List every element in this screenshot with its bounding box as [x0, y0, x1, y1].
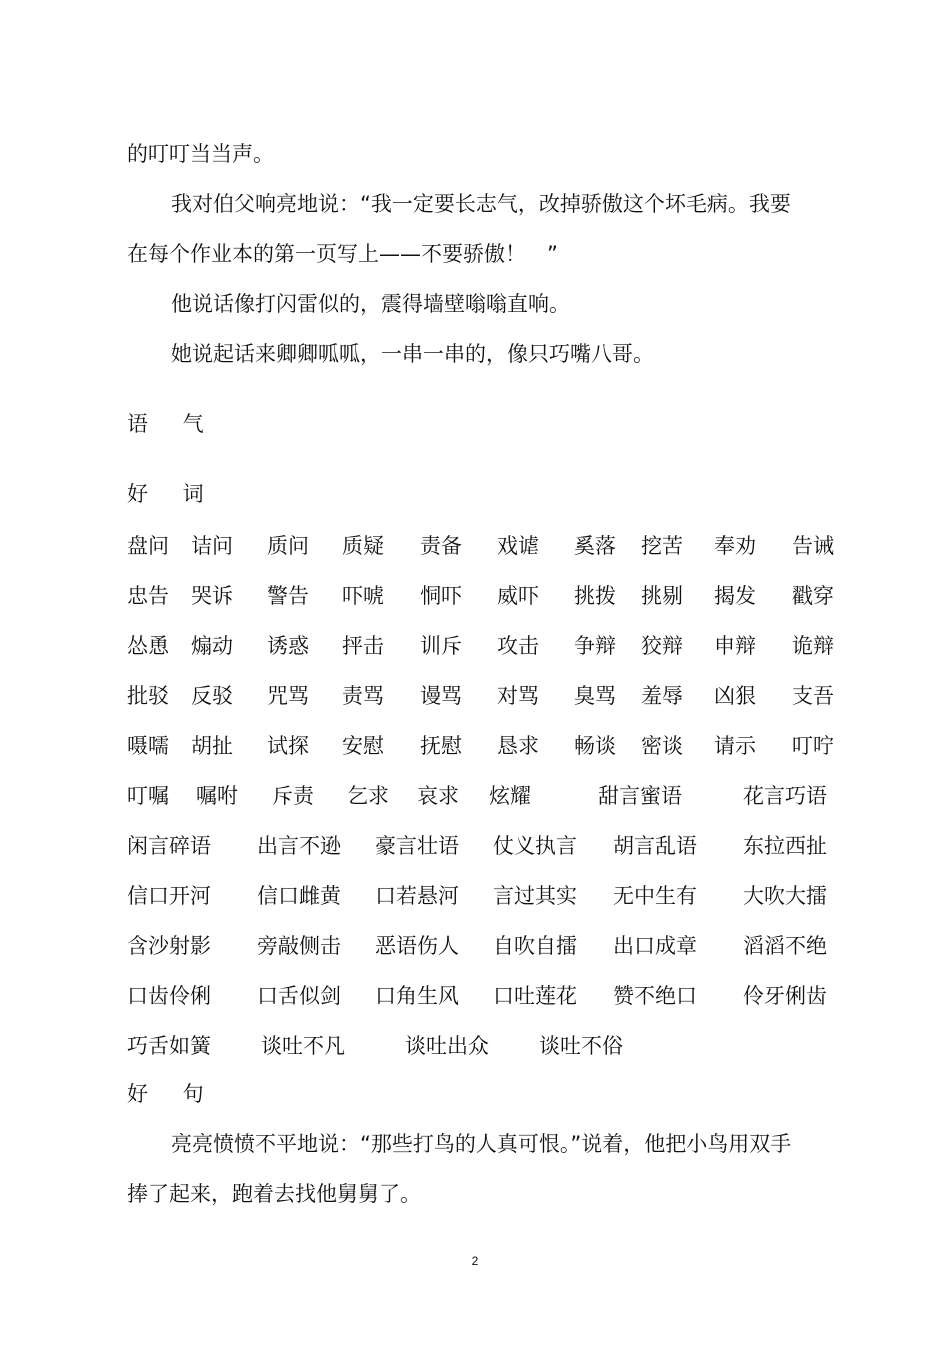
word-row	[127, 982, 837, 1010]
vocab-word: 东拉西扯	[743, 834, 827, 858]
vocab-word: 挑剔	[641, 584, 683, 608]
section-heading-tone: 语 气	[127, 412, 218, 436]
vocab-word: 请示	[714, 734, 756, 758]
paragraph-line: 她说起话来卿卿呱呱，一串一串的，像只巧嘴八哥。	[171, 342, 654, 366]
vocab-word: 对骂	[497, 684, 539, 708]
vocab-word: 警告	[267, 584, 309, 608]
vocab-word: 诘问	[191, 534, 233, 558]
vocab-word: 羞辱	[641, 684, 683, 708]
vocab-word: 出言不逊	[257, 834, 341, 858]
vocab-word: 臭骂	[574, 684, 616, 708]
word-row	[127, 882, 837, 910]
vocab-word: 口舌似剑	[257, 984, 341, 1008]
section-heading-good-sentences: 好 句	[127, 1082, 218, 1106]
vocab-word: 自吹自擂	[493, 934, 577, 958]
vocab-word: 旁敲侧击	[257, 934, 341, 958]
paragraph-line: 我对伯父响亮地说：“我一定要长志气，改掉骄傲这个坏毛病。我要	[171, 192, 791, 216]
vocab-word: 谩骂	[420, 684, 462, 708]
vocab-word: 胡言乱语	[613, 834, 697, 858]
word-row	[127, 782, 837, 810]
vocab-word: 恳求	[497, 734, 539, 758]
vocab-word: 滔滔不绝	[743, 934, 827, 958]
vocab-word: 胡扯	[191, 734, 233, 758]
vocab-word: 威吓	[497, 584, 539, 608]
vocab-word: 含沙射影	[127, 934, 211, 958]
vocab-word: 争辩	[574, 634, 616, 658]
vocab-word: 谈吐不凡	[261, 1034, 345, 1058]
word-row	[127, 532, 837, 560]
vocab-word: 叮咛	[792, 734, 834, 758]
vocab-word: 批驳	[127, 684, 169, 708]
vocab-word: 信口开河	[127, 884, 211, 908]
vocab-word: 赞不绝口	[613, 984, 697, 1008]
vocab-word: 哭诉	[191, 584, 233, 608]
vocab-word: 嘱咐	[196, 784, 238, 808]
section-heading-good-words: 好 词	[127, 482, 218, 506]
vocab-word: 伶牙俐齿	[743, 984, 827, 1008]
vocab-word: 责骂	[342, 684, 384, 708]
word-row	[127, 582, 837, 610]
vocab-word: 戳穿	[792, 584, 834, 608]
vocab-word: 无中生有	[613, 884, 697, 908]
vocab-word: 忠告	[127, 584, 169, 608]
page-number: 2	[471, 1254, 479, 1268]
vocab-word: 训斥	[420, 634, 462, 658]
vocab-word: 挖苦	[641, 534, 683, 558]
vocab-word: 咒骂	[267, 684, 309, 708]
vocab-word: 盘问	[127, 534, 169, 558]
vocab-word: 恫吓	[420, 584, 462, 608]
vocab-word: 煽动	[191, 634, 233, 658]
vocab-word: 狡辩	[641, 634, 683, 658]
vocab-word: 奚落	[574, 534, 616, 558]
vocab-word: 巧舌如簧	[127, 1034, 211, 1058]
vocab-word: 怂恿	[127, 634, 169, 658]
vocab-word: 责备	[420, 534, 462, 558]
vocab-word: 揭发	[714, 584, 756, 608]
vocab-word: 口若悬河	[375, 884, 459, 908]
vocab-word: 畅谈	[574, 734, 616, 758]
vocab-word: 豪言壮语	[375, 834, 459, 858]
vocab-word: 口齿伶俐	[127, 984, 211, 1008]
vocab-word: 口吐莲花	[493, 984, 577, 1008]
word-row	[127, 732, 837, 760]
vocab-word: 奉劝	[714, 534, 756, 558]
vocab-word: 仗义执言	[493, 834, 577, 858]
word-row	[127, 932, 837, 960]
vocab-word: 谈吐不俗	[539, 1034, 623, 1058]
vocab-word: 信口雌黄	[257, 884, 341, 908]
word-row	[127, 682, 837, 710]
vocab-word: 斥责	[272, 784, 314, 808]
vocab-word: 大吹大擂	[743, 884, 827, 908]
vocab-word: 诱惑	[267, 634, 309, 658]
vocab-word: 抚慰	[420, 734, 462, 758]
vocab-word: 诡辩	[792, 634, 834, 658]
vocab-word: 花言巧语	[743, 784, 827, 808]
vocab-word: 支吾	[792, 684, 834, 708]
vocab-word: 恶语伤人	[375, 934, 459, 958]
paragraph-line: 他说话像打闪雷似的，震得墙壁嗡嗡直响。	[171, 292, 570, 316]
vocab-word: 凶狠	[714, 684, 756, 708]
vocab-word: 出口成章	[613, 934, 697, 958]
vocab-word: 质疑	[342, 534, 384, 558]
vocab-word: 戏谑	[497, 534, 539, 558]
word-row	[127, 832, 837, 860]
vocab-word: 试探	[267, 734, 309, 758]
vocab-word: 口角生风	[375, 984, 459, 1008]
example-sentence-line: 捧了起来，跑着去找他舅舅了。	[127, 1182, 421, 1206]
vocab-word: 甜言蜜语	[598, 784, 682, 808]
paragraph-line: 的叮叮当当声。	[127, 142, 274, 166]
vocab-word: 乞求	[347, 784, 389, 808]
example-sentence-line: 亮亮愤愤不平地说：“那些打鸟的人真可恨。”说着，他把小鸟用双手	[171, 1132, 792, 1156]
word-row	[127, 632, 837, 660]
vocab-word: 抨击	[342, 634, 384, 658]
vocab-word: 申辩	[714, 634, 756, 658]
vocab-word: 攻击	[497, 634, 539, 658]
vocab-word: 嗫嚅	[127, 734, 169, 758]
vocab-word: 叮嘱	[127, 784, 169, 808]
vocab-word: 炫耀	[489, 784, 531, 808]
vocab-word: 告诫	[792, 534, 834, 558]
paragraph-line: 在每个作业本的第一页写上——不要骄傲！ ”	[127, 242, 558, 266]
word-row	[127, 1032, 837, 1060]
vocab-word: 哀求	[417, 784, 459, 808]
vocab-word: 反驳	[191, 684, 233, 708]
vocab-word: 闲言碎语	[127, 834, 211, 858]
vocab-word: 吓唬	[342, 584, 384, 608]
vocab-word: 质问	[267, 534, 309, 558]
vocab-word: 安慰	[342, 734, 384, 758]
vocab-word: 言过其实	[493, 884, 577, 908]
vocab-word: 谈吐出众	[405, 1034, 489, 1058]
vocab-word: 密谈	[641, 734, 683, 758]
vocab-word: 挑拨	[574, 584, 616, 608]
